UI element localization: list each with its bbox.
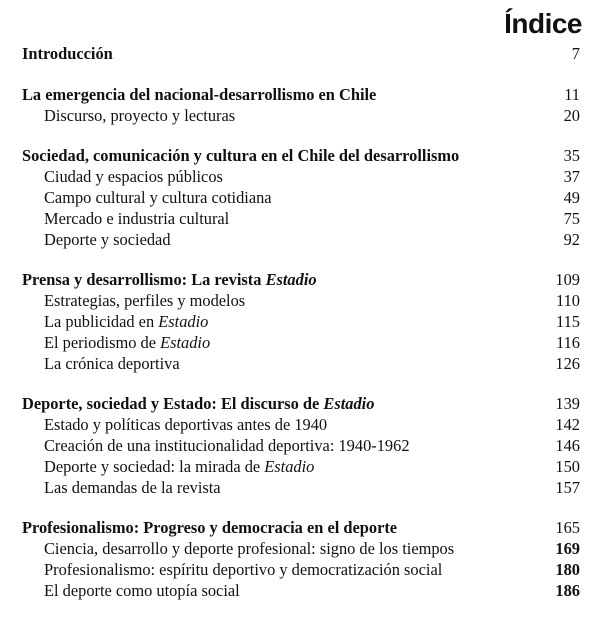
toc-subentry[interactable] [22,209,580,230]
toc-subentry[interactable] [22,478,580,499]
toc-chapter[interactable] [22,44,580,65]
toc-chapter[interactable] [22,146,580,167]
toc-chapter[interactable] [22,270,580,291]
toc-page-number: 92 [563,229,580,249]
toc-subentry[interactable] [22,230,580,251]
toc-subentry[interactable] [22,457,580,478]
toc-page-number: 75 [563,208,580,228]
toc-page-number: 7 [571,44,580,63]
toc-subentry-title: Deporte y sociedad [44,229,171,249]
toc-page-number: 115 [556,311,580,331]
toc-subentry-title: Deporte y sociedad: la mirada de Estadio [44,456,315,476]
toc-subentry[interactable] [22,354,580,375]
toc-subentry[interactable] [22,106,580,127]
toc-subentry-title: El periodismo de Estadio [44,332,211,352]
toc-subentry[interactable] [22,560,580,581]
toc-subentry-title: Creación de una institucionalidad deportiva: 1940-1962 [44,435,410,455]
toc-section-sociedad [22,146,580,250]
toc-chapter[interactable] [22,518,580,539]
toc-page-number: 37 [563,167,580,187]
toc-page-number: 150 [555,456,580,476]
toc-subentry[interactable] [22,436,580,457]
toc-subentry-title: Estrategias, perfiles y modelos [44,291,246,311]
page-title: Índice [504,8,582,39]
toc-chapter-title: Profesionalismo: Progreso y democracia en el deporte [22,518,398,538]
toc-subentry-title: Estado y políticas deportivas antes de 1940 [44,415,328,435]
toc-section-prensa [22,270,580,374]
toc-section-emergencia [22,85,580,127]
toc-page-number: 142 [555,415,580,435]
toc-page-number: 139 [555,394,580,414]
toc-page-number: 146 [555,435,580,455]
toc-subentry-title: Ciencia, desarrollo y deporte profesional: signo de los tiempos [44,539,455,559]
toc-page-number: 126 [555,353,580,373]
toc-chapter-title: La emergencia del nacional-desarrollismo en Chile [22,84,377,104]
toc-page-number: 186 [555,580,580,600]
toc-subentry-title: Ciudad y espacios públicos [44,167,223,187]
toc-chapter-title: Introducción [22,44,113,63]
toc-page-number: 157 [555,477,580,497]
toc-subentry-title: El deporte como utopía social [44,580,240,600]
toc-subentry-title: Campo cultural y cultura cotidiana [44,187,272,207]
toc-subentry-title: Discurso, proyecto y lecturas [44,105,236,125]
toc-section-profesionalismo [22,518,580,601]
toc-subentry-title: La publicidad en Estadio [44,311,209,331]
toc-page-number: 180 [555,559,580,579]
toc-subentry-title: Las demandas de la revista [44,477,221,497]
toc-subentry[interactable] [22,167,580,188]
toc-page-number: 20 [563,105,580,125]
toc-subentry[interactable] [22,333,580,354]
toc-page-number: 169 [555,539,580,559]
toc-subentry-title: Mercado e industria cultural [44,208,230,228]
toc-subentry[interactable] [22,581,580,602]
toc-section-introduccion [22,44,580,65]
toc-subentry[interactable] [22,188,580,209]
toc-page-number: 11 [564,84,580,104]
table-of-contents [22,44,580,602]
toc-page-number: 109 [555,270,580,290]
toc-page-number: 110 [556,291,580,311]
toc-page-number: 49 [563,187,580,207]
toc-page-number: 165 [555,518,580,538]
toc-page-number: 116 [556,332,580,352]
toc-chapter[interactable] [22,394,580,415]
toc-chapter[interactable] [22,85,580,106]
toc-section-deporte [22,394,580,498]
toc-chapter-title: Prensa y desarrollismo: La revista Estadio [22,270,317,290]
toc-subentry[interactable] [22,539,580,560]
toc-chapter-title: Sociedad, comunicación y cultura en el Chile del desarrollismo [22,146,460,166]
toc-subentry[interactable] [22,291,580,312]
toc-page-number: 35 [563,146,580,166]
toc-subentry[interactable] [22,312,580,333]
toc-subentry-title: Profesionalismo: espíritu deportivo y democratización social [44,559,443,579]
toc-subentry[interactable] [22,415,580,436]
toc-subentry-title: La crónica deportiva [44,353,180,373]
toc-chapter-title: Deporte, sociedad y Estado: El discurso de Estadio [22,394,375,414]
